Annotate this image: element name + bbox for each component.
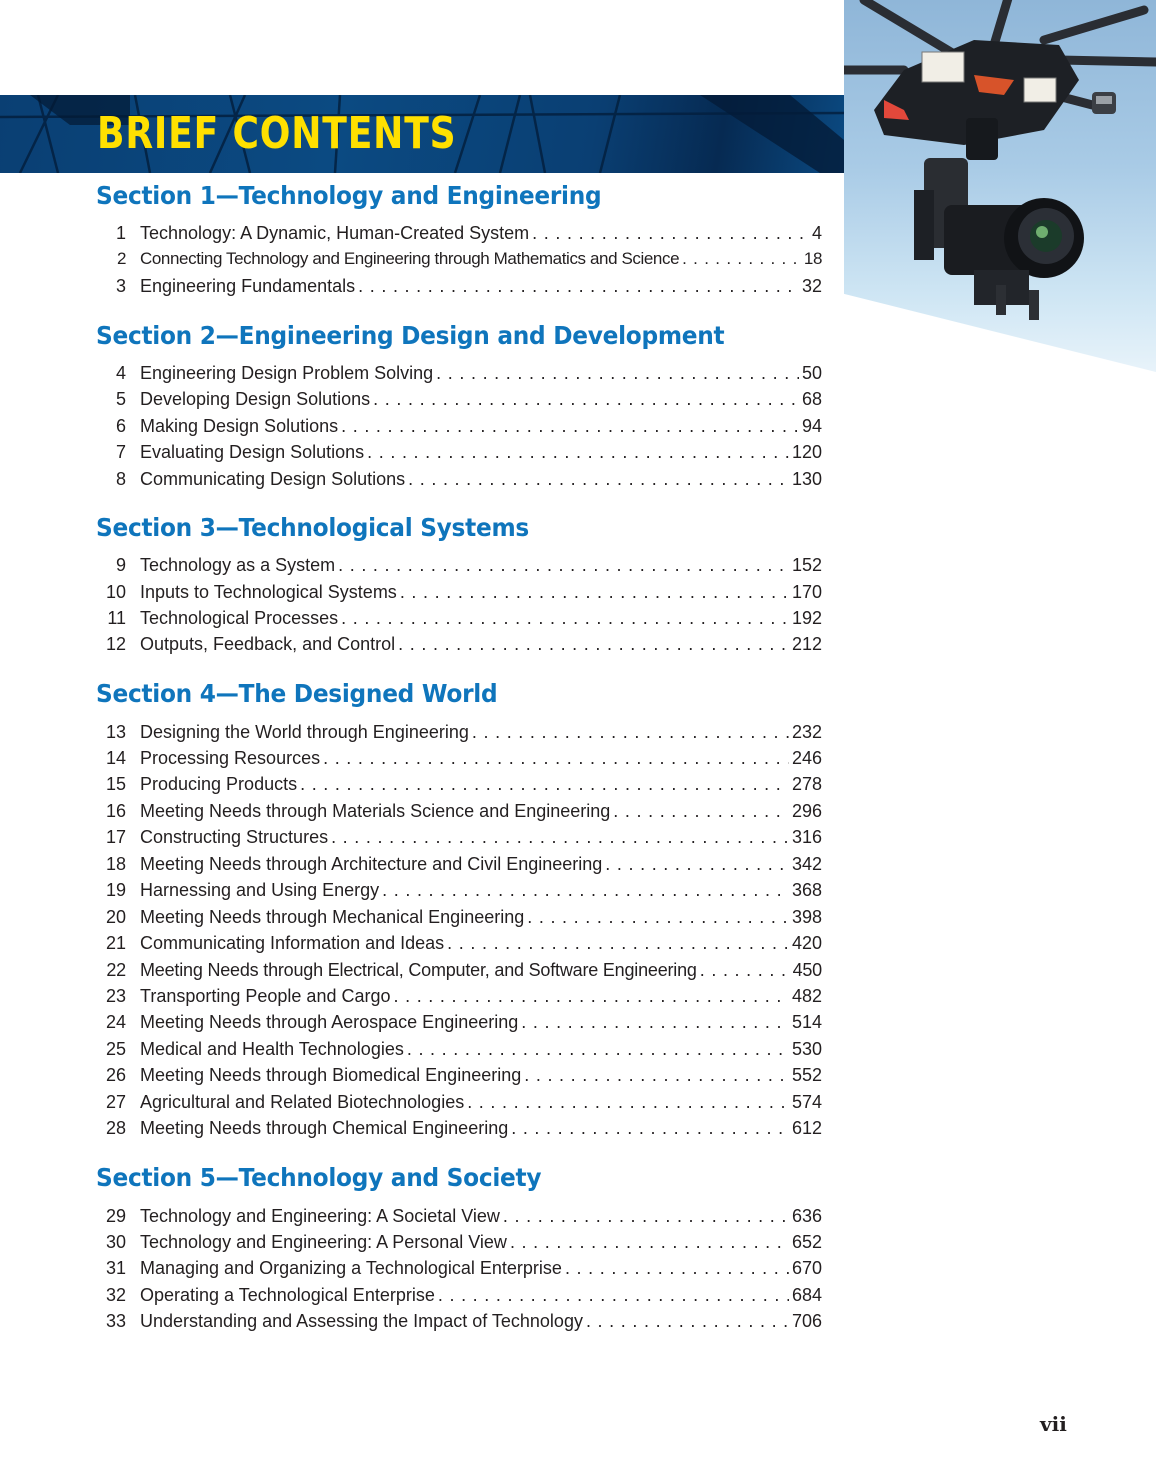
chapter-title: Transporting People and Cargo <box>140 986 391 1006</box>
chapter-number: 2 <box>116 249 126 268</box>
dot-leader <box>472 720 789 744</box>
dot-leader <box>408 467 789 491</box>
toc-entry[interactable] <box>96 387 822 411</box>
chapter-page: 246 <box>791 748 822 768</box>
dot-leader <box>407 1037 789 1061</box>
chapter-title: Operating a Technological Enterprise <box>140 1285 435 1305</box>
chapter-number: 7 <box>115 442 126 462</box>
chapter-page: 50 <box>801 363 822 383</box>
chapter-number: 13 <box>105 722 126 742</box>
toc-entry[interactable] <box>96 247 822 271</box>
chapter-title: Harnessing and Using Energy <box>140 880 380 900</box>
chapter-page: 670 <box>791 1258 822 1278</box>
toc-entry[interactable] <box>96 632 822 656</box>
chapter-title: Making Design Solutions <box>140 416 339 436</box>
drone-photo <box>844 0 1156 372</box>
chapter-page: 232 <box>791 722 822 742</box>
chapter-number: 15 <box>105 774 126 794</box>
chapter-number: 8 <box>115 469 126 489</box>
dot-leader <box>521 1010 789 1034</box>
chapter-title: Engineering Fundamentals <box>140 276 356 296</box>
chapter-title: Developing Design Solutions <box>140 389 371 409</box>
page-number: vii <box>1040 1412 1067 1436</box>
chapter-page: 296 <box>791 801 822 821</box>
toc-entry[interactable] <box>96 931 822 955</box>
dot-leader <box>398 632 789 656</box>
chapter-page: 706 <box>791 1311 822 1331</box>
toc-entry[interactable] <box>96 221 822 245</box>
chapter-title: Designing the World through Engineering <box>140 722 469 742</box>
chapter-page: 94 <box>801 416 822 436</box>
chapter-number: 11 <box>107 608 126 628</box>
dot-leader <box>341 414 799 438</box>
chapter-number: 32 <box>105 1285 126 1305</box>
toc-entry[interactable] <box>96 1230 822 1254</box>
toc-entry[interactable] <box>96 746 822 770</box>
page-title: BRIEF CONTENTS <box>97 108 457 159</box>
dot-leader <box>447 931 789 955</box>
chapter-title: Medical and Health Technologies <box>140 1039 404 1059</box>
chapter-number: 19 <box>105 880 126 900</box>
chapter-title: Meeting Needs through Mechanical Engineering <box>140 907 525 927</box>
toc-entry[interactable] <box>96 440 822 464</box>
toc-entry[interactable] <box>96 1204 822 1228</box>
chapter-title: Meeting Needs through Materials Science and Engineering <box>140 801 611 821</box>
toc-entry[interactable] <box>96 1090 822 1114</box>
dot-leader <box>586 1309 789 1333</box>
toc-entry[interactable] <box>96 1063 822 1087</box>
dot-leader <box>605 852 789 876</box>
toc-entry[interactable] <box>96 274 822 298</box>
dot-leader <box>503 1204 789 1228</box>
chapter-number: 3 <box>115 276 126 296</box>
chapter-title: Meeting Needs through Biomedical Engineering <box>140 1065 522 1085</box>
chapter-title: Technology and Engineering: A Societal View <box>140 1206 500 1226</box>
section-heading[interactable]: Section 1—Technology and Engineering <box>96 181 602 210</box>
dot-leader <box>341 606 789 630</box>
chapter-page: 342 <box>791 854 822 874</box>
chapter-number: 9 <box>115 555 126 575</box>
chapter-page: 4 <box>811 223 822 243</box>
chapter-page: 368 <box>791 880 822 900</box>
chapter-number: 25 <box>105 1039 126 1059</box>
chapter-page: 68 <box>801 389 822 409</box>
chapter-page: 398 <box>791 907 822 927</box>
chapter-number: 24 <box>105 1012 126 1032</box>
chapter-number: 5 <box>115 389 126 409</box>
chapter-title: Technology and Engineering: A Personal View <box>140 1232 507 1252</box>
toc-entry[interactable] <box>96 1037 822 1061</box>
dot-leader <box>394 984 789 1008</box>
chapter-title: Technological Processes <box>140 608 339 628</box>
toc-entry[interactable] <box>96 1010 822 1034</box>
chapter-title: Managing and Organizing a Technological Enterprise <box>140 1258 562 1278</box>
dot-leader <box>367 440 789 464</box>
toc-entry[interactable] <box>96 772 822 796</box>
chapter-title: Connecting Technology and Engineering through Mathematics and Science <box>140 249 680 268</box>
chapter-page: 18 <box>803 249 822 268</box>
dot-leader <box>467 1090 789 1114</box>
chapter-number: 22 <box>106 960 126 980</box>
chapter-number: 23 <box>105 986 126 1006</box>
chapter-title: Evaluating Design Solutions <box>140 442 365 462</box>
toc-entry[interactable] <box>96 825 822 849</box>
chapter-page: 652 <box>791 1232 822 1252</box>
toc-entry[interactable] <box>96 1116 822 1140</box>
section-heading[interactable]: Section 5—Technology and Society <box>96 1163 542 1192</box>
toc-entry[interactable] <box>96 467 822 491</box>
dot-leader <box>323 746 789 770</box>
chapter-title: Meeting Needs through Electrical, Computer, and Software Engineering <box>140 960 697 980</box>
chapter-number: 17 <box>105 827 126 847</box>
chapter-page: 482 <box>791 986 822 1006</box>
chapter-page: 514 <box>791 1012 822 1032</box>
chapter-number: 26 <box>105 1065 126 1085</box>
dot-leader <box>565 1256 789 1280</box>
chapter-title: Producing Products <box>140 774 298 794</box>
chapter-title: Agricultural and Related Biotechnologies <box>140 1092 465 1112</box>
dot-leader <box>438 1283 789 1307</box>
toc-entry[interactable] <box>96 905 822 929</box>
section-heading[interactable]: Section 3—Technological Systems <box>96 513 529 542</box>
chapter-page: 450 <box>792 960 822 980</box>
chapter-number: 20 <box>105 907 126 927</box>
chapter-number: 30 <box>105 1232 126 1252</box>
toc-entry[interactable] <box>96 414 822 438</box>
dot-leader <box>382 878 789 902</box>
chapter-page: 636 <box>791 1206 822 1226</box>
chapter-number: 1 <box>115 223 126 243</box>
chapter-number: 12 <box>105 634 126 654</box>
chapter-number: 6 <box>115 416 126 436</box>
dot-leader <box>532 221 809 245</box>
chapter-page: 170 <box>791 582 822 602</box>
toc-entry[interactable] <box>96 1309 822 1333</box>
dot-leader <box>338 553 789 577</box>
chapter-page: 612 <box>791 1118 822 1138</box>
chapter-page: 192 <box>791 608 822 628</box>
chapter-title: Constructing Structures <box>140 827 329 847</box>
toc-entry[interactable] <box>96 606 822 630</box>
chapter-number: 18 <box>105 854 126 874</box>
toc-entry[interactable] <box>96 1283 822 1307</box>
dot-leader <box>613 799 789 823</box>
chapter-title: Engineering Design Problem Solving <box>140 363 434 383</box>
chapter-number: 29 <box>105 1206 126 1226</box>
chapter-page: 120 <box>791 442 822 462</box>
chapter-page: 574 <box>791 1092 822 1112</box>
chapter-title: Processing Resources <box>140 748 321 768</box>
chapter-page: 278 <box>791 774 822 794</box>
chapter-number: 14 <box>105 748 126 768</box>
chapter-title: Meeting Needs through Architecture and Civil Engineering <box>140 854 603 874</box>
section-heading[interactable]: Section 2—Engineering Design and Development <box>96 321 725 350</box>
chapter-title: Understanding and Assessing the Impact of Technology <box>140 1311 583 1331</box>
drone-camera-icon <box>844 0 1156 372</box>
chapter-title: Meeting Needs through Aerospace Engineering <box>140 1012 519 1032</box>
chapter-title: Inputs to Technological Systems <box>140 582 397 602</box>
chapter-number: 21 <box>105 933 126 953</box>
chapter-page: 152 <box>791 555 822 575</box>
dot-leader <box>527 905 789 929</box>
chapter-number: 33 <box>105 1311 126 1331</box>
toc-entry[interactable] <box>96 984 822 1008</box>
dot-leader <box>524 1063 789 1087</box>
dot-leader <box>400 580 789 604</box>
toc-entry[interactable] <box>96 878 822 902</box>
toc-entry[interactable] <box>96 958 822 982</box>
chapter-page: 32 <box>801 276 822 296</box>
dot-leader <box>700 958 790 982</box>
chapter-page: 212 <box>791 634 822 654</box>
chapter-number: 27 <box>105 1092 126 1112</box>
dot-leader <box>510 1230 789 1254</box>
chapter-title: Outputs, Feedback, and Control <box>140 634 396 654</box>
toc-entry[interactable] <box>96 580 822 604</box>
chapter-page: 130 <box>791 469 822 489</box>
chapter-page: 316 <box>791 827 822 847</box>
dot-leader <box>436 361 799 385</box>
dot-leader <box>331 825 789 849</box>
section-heading[interactable]: Section 4—The Designed World <box>96 679 498 708</box>
chapter-title: Technology: A Dynamic, Human-Created System <box>140 223 530 243</box>
toc-entry[interactable] <box>96 361 822 385</box>
toc-entry[interactable] <box>96 852 822 876</box>
dot-leader <box>358 274 799 298</box>
chapter-number: 28 <box>105 1118 126 1138</box>
dot-leader <box>511 1116 789 1140</box>
dot-leader <box>682 247 801 271</box>
chapter-title: Meeting Needs through Chemical Engineering <box>140 1118 509 1138</box>
toc-entry[interactable] <box>96 720 822 744</box>
chapter-page: 420 <box>791 933 822 953</box>
chapter-page: 552 <box>791 1065 822 1085</box>
title-banner <box>0 95 844 173</box>
toc-entry[interactable] <box>96 1256 822 1280</box>
chapter-number: 10 <box>105 582 126 602</box>
chapter-page: 684 <box>791 1285 822 1305</box>
chapter-number: 16 <box>105 801 126 821</box>
chapter-title: Technology as a System <box>140 555 336 575</box>
dot-leader <box>373 387 799 411</box>
dot-leader <box>300 772 789 796</box>
toc-entry[interactable] <box>96 553 822 577</box>
chapter-title: Communicating Information and Ideas <box>140 933 445 953</box>
chapter-number: 4 <box>115 363 126 383</box>
chapter-number: 31 <box>105 1258 126 1278</box>
chapter-title: Communicating Design Solutions <box>140 469 406 489</box>
chapter-page: 530 <box>791 1039 822 1059</box>
toc-entry[interactable] <box>96 799 822 823</box>
